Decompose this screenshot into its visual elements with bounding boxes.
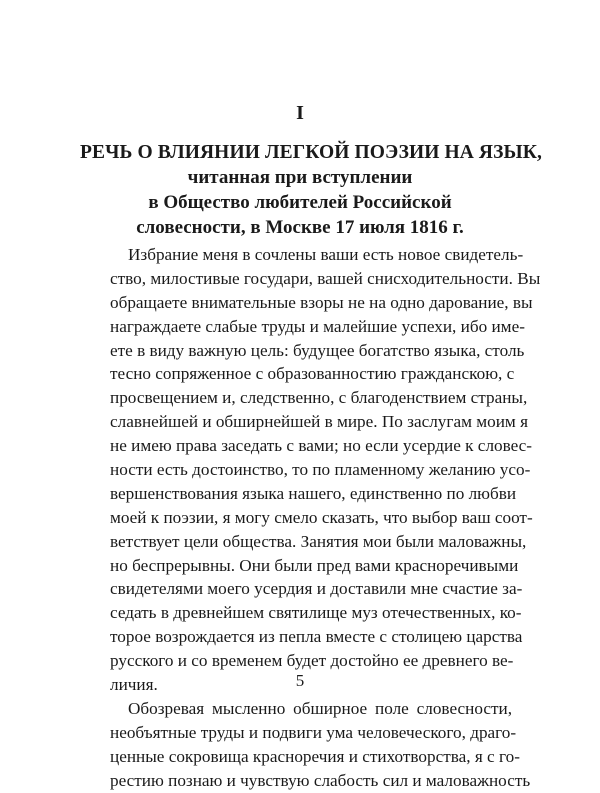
text-line: обращаете внимательные взоры не на одно дарование, вы	[110, 292, 533, 312]
text-line: но беспрерывны. Они были пред вами красноречивыми	[110, 555, 519, 575]
body-text	[110, 243, 541, 792]
text-line: моей к поэзии, я могу смело сказать, что выбор ваш соот-	[110, 507, 533, 527]
text-line: вершенствования языка нашего, единственно по любви	[110, 483, 517, 503]
heading-subtitle-line: в Общество любителей Российской	[148, 192, 452, 213]
text-line: не имею права заседать с вами; но если усердие к словес-	[110, 436, 533, 456]
text-line: необъятные труды и подвиги ума человеческого, драго-	[110, 722, 517, 742]
page-number: 5	[295, 671, 305, 690]
text-line: личия.	[110, 675, 158, 695]
text-line: Избрание меня в сочлены ваши есть новое свидетель-	[128, 245, 524, 264]
text-line: ство, милостивые государи, вашей снисходительности. Вы	[110, 268, 541, 288]
text-line: славнейшей и обширнейшей в мире. По заслугам моим я	[110, 412, 528, 432]
text-line: награждаете слабые труды и малейшие успехи, ибо име-	[110, 316, 525, 336]
heading-subtitle-line: читанная при вступлении	[187, 167, 413, 188]
text-line: ете в виду важную цель: будущее богатство языка, столь	[110, 340, 525, 360]
heading-title: РЕЧЬ О ВЛИЯНИИ ЛЕГКОЙ ПОЭЗИИ НА ЯЗЫК,	[80, 142, 542, 163]
text-line: свидетелями моего усердия и доставили мне счастие за-	[110, 579, 523, 599]
text-line: рестию познаю и чувствую слабость сил и маловажность	[110, 770, 531, 790]
text-line: тесно сопряженное с образованностию гражданскою, с	[110, 364, 515, 384]
text-line: Обозревая мысленно обширное поле словесности,	[128, 698, 512, 718]
chapter-number: I	[296, 102, 304, 124]
text-line: русского и со временем будет достойно ее древнего ве-	[110, 651, 514, 671]
text-line: ценные сокровища красноречия и стихотворства, я с го-	[110, 746, 520, 766]
text-line: просвещением и, следственно, с благоденствием страны,	[110, 388, 528, 408]
text-line: ветствует цели общества. Занятия мои были маловажны,	[110, 531, 527, 551]
heading-subtitle-line: словесности, в Москве 17 июля 1816 г.	[136, 217, 464, 238]
chapter-heading	[80, 140, 542, 240]
text-line: торое возрождается из пепла вместе с столицею царства	[110, 627, 523, 647]
text-line: седать в древнейшем святилище муз отечественных, ко-	[110, 603, 522, 623]
text-line: ности есть достоинство, то по пламенному желанию усо-	[110, 460, 531, 480]
